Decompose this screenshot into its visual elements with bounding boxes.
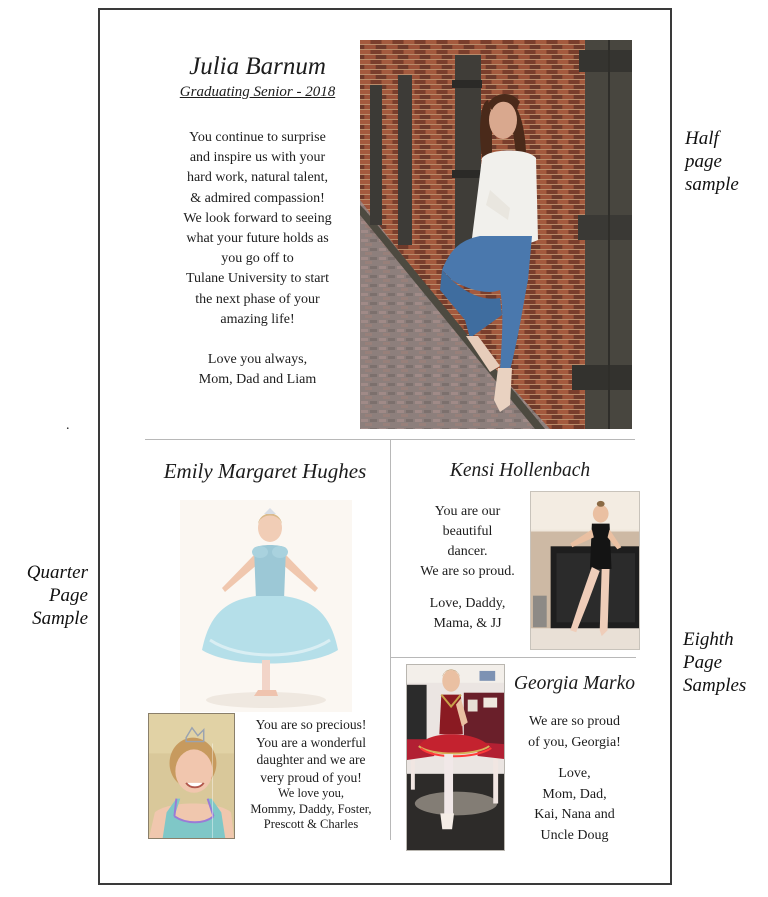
message-line: what your future holds as [186,231,329,247]
label-line: Samples [683,675,747,696]
ad-subtitle: Graduating Senior - 2018 [179,84,336,100]
signoff-line: Prescott & Charles [263,817,359,831]
label-line: page [685,151,722,172]
message-line: Tulane University to start [186,271,329,287]
message-line: We look forward to seeing [183,210,332,226]
half-page-label [685,127,739,196]
eighth-ad-2-name: Georgia Marko [513,673,636,694]
signoff-line: We love you, [278,786,344,800]
quarter-eighth-divider [390,440,391,840]
quarter-ad-name: Emily Margaret Hughes [163,459,367,483]
message-line: and inspire us with your [189,150,326,166]
message-line: You are our [434,504,501,519]
message-line: dancer. [447,544,488,559]
signoff-line: Mommy, Daddy, Foster, [250,801,372,816]
signoff-line: Love you always, [207,352,308,368]
message-line: of you, Georgia! [528,734,621,750]
stray-dot: . [66,418,70,433]
message-line: We are so proud. [420,564,515,579]
message-line: You are so precious! [255,717,367,732]
signoff-line: Love, [558,766,591,781]
label-line: Page [48,585,88,606]
label-line: Page [683,652,723,673]
message-line: amazing life! [220,311,295,327]
message-line: hard work, natural talent, [186,170,329,186]
message-line: daughter and we are [256,752,366,767]
signoff-line: Love, Daddy, [429,596,506,611]
signoff-line: Mom, Dad and Liam [198,372,317,388]
eighth-page-label [683,628,746,697]
half-page-photo [360,40,632,429]
eighth-ad-2-photo [406,664,505,851]
eighth-ad-2-message [512,712,637,846]
eighth-ad-1-message [405,502,530,634]
half-page-ad-text [145,52,370,390]
message-line: We are so proud [528,714,620,729]
eighth-ad-1-photo [530,491,640,650]
message-line: the next phase of your [195,291,320,307]
signoff-line: Mama, & JJ [433,616,502,631]
label-line: Quarter [26,562,88,583]
label-line: Sample [32,608,88,629]
message-line: You are a wonderful [256,734,366,750]
label-line: Eighth [683,629,734,650]
signoff-line: Mom, Dad, [542,786,607,802]
ad-name: Julia Barnum [189,53,326,80]
quarter-ad-message [238,716,384,833]
label-line: Half [685,128,719,149]
message-line: very proud of you! [260,769,362,785]
eighth-ad-1-name: Kensi Hollenbach [449,460,591,481]
message-line: you go off to [221,251,294,267]
message-line: beautiful [442,524,493,539]
quarter-ad-small-photo [148,713,235,839]
message-line: & admired compassion! [190,190,325,206]
ad-signoff [145,350,370,390]
quarter-page-label [8,561,88,630]
message-line: You continue to surprise [189,130,326,145]
signoff-line: Kai, Nana and [534,807,615,822]
label-line: sample [685,174,739,195]
ad-message [145,128,370,330]
eighth-divider [391,657,636,658]
quarter-ad-photo [180,500,352,712]
signoff-line: Uncle Doug [540,827,609,843]
